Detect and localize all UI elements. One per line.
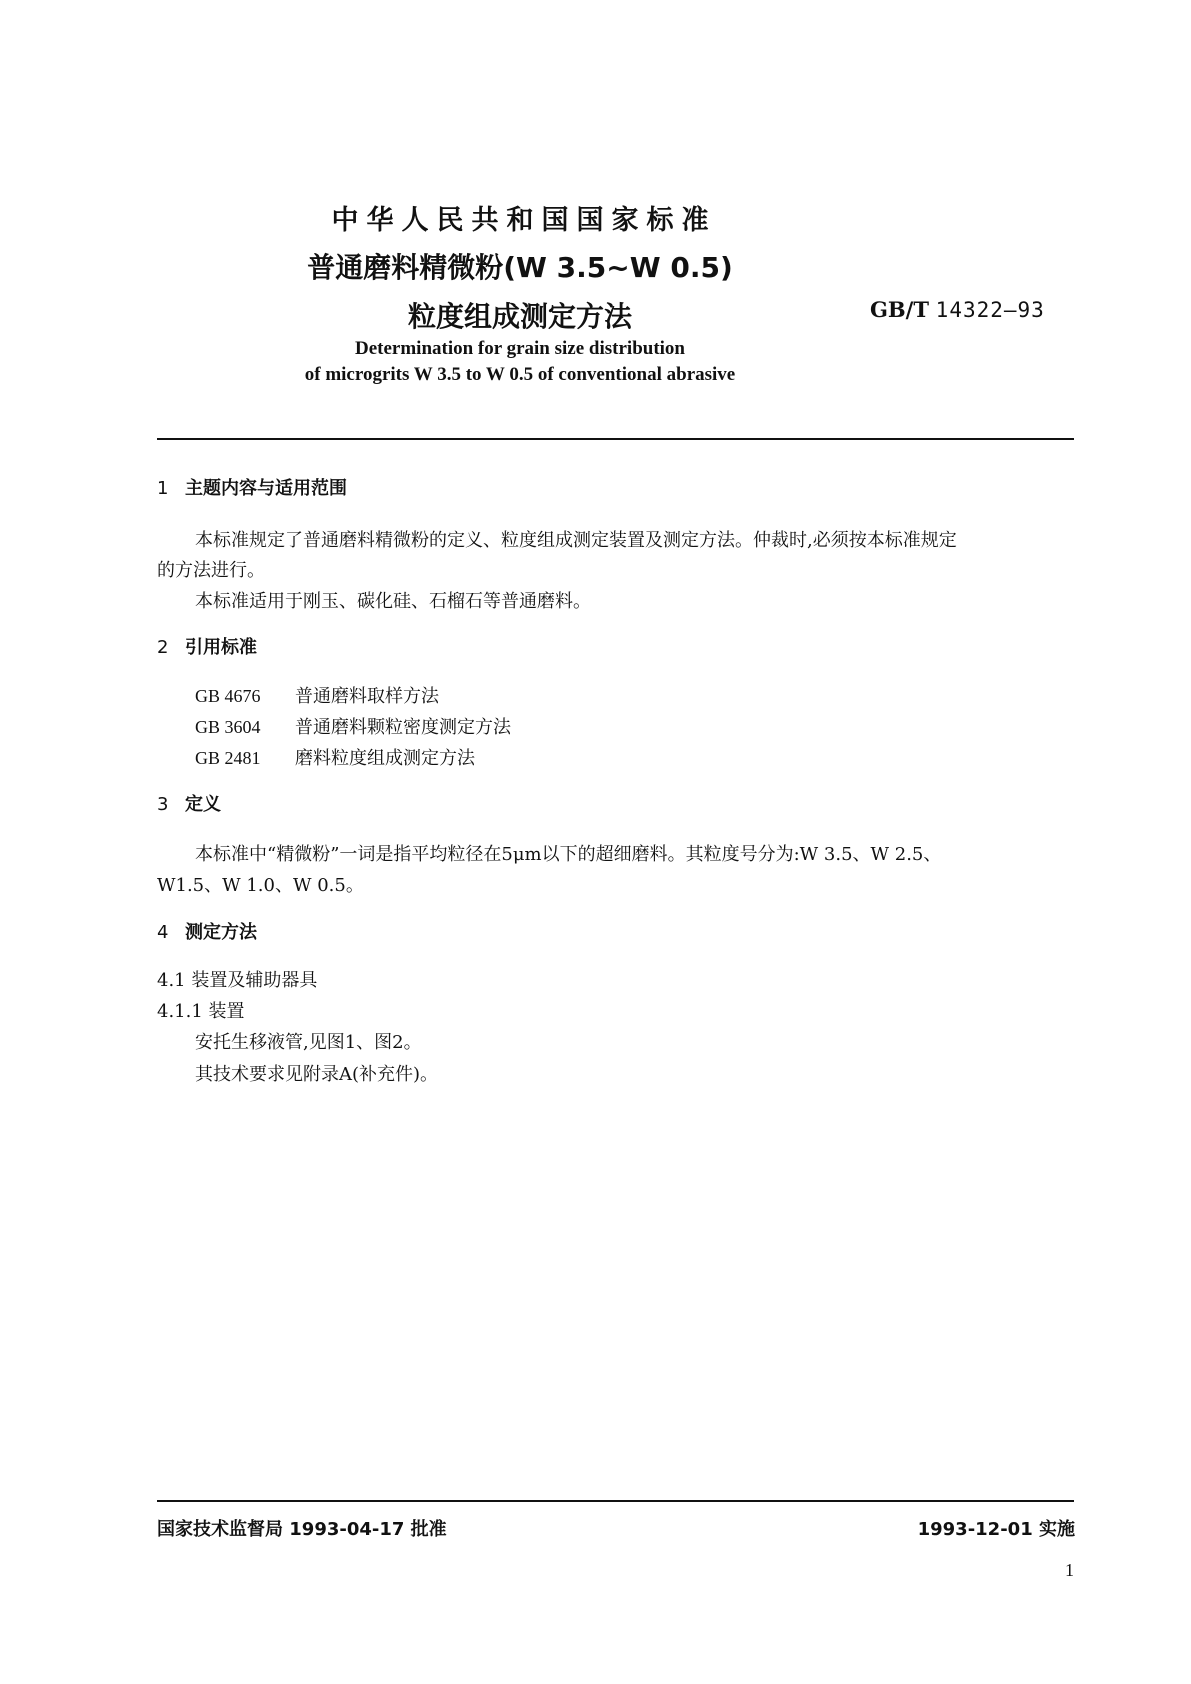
section-title: 引用标准 xyxy=(185,637,257,658)
subsection-4-1: 4.1 装置及辅助器具 xyxy=(157,970,318,991)
reference-row xyxy=(195,713,511,739)
header-divider xyxy=(157,438,1074,440)
section-3-paragraph-line-1: 本标准中“精微粉”一词是指平均粒径在5μm以下的超细磨料。其粒度号分为:W 3.5、W 2.5、 xyxy=(195,844,942,865)
page-number: 1 xyxy=(1065,1560,1074,1580)
section-3-paragraph-line-2: W1.5、W 1.0、W 0.5。 xyxy=(157,875,364,896)
section-1-paragraph-1-line-2: 的方法进行。 xyxy=(157,560,265,581)
section-number: 4 xyxy=(157,922,169,943)
section-4-heading xyxy=(157,918,257,944)
section-number: 3 xyxy=(157,794,169,815)
english-title-line-1: Determination for grain size distribution xyxy=(354,338,685,359)
effective-date: 1993-12-01 实施 xyxy=(917,1519,1075,1540)
national-standard-label: 中华人民共和国国家标准 xyxy=(331,205,717,236)
section-4-line-1: 安托生移液管,见图1、图2。 xyxy=(195,1032,422,1053)
section-1-paragraph-2: 本标准适用于刚玉、碳化硅、石榴石等普通磨料。 xyxy=(195,591,591,612)
reference-code: GB 3604 xyxy=(195,717,261,737)
subsection-4-1-1: 4.1.1 装置 xyxy=(157,1001,245,1022)
reference-code: GB 4676 xyxy=(195,686,261,706)
section-3-heading xyxy=(157,790,221,816)
section-title: 定义 xyxy=(185,794,221,815)
footer-divider xyxy=(157,1500,1074,1502)
reference-code: GB 2481 xyxy=(195,748,261,768)
section-1-heading xyxy=(157,474,347,500)
section-title: 主题内容与适用范围 xyxy=(185,478,347,499)
reference-row xyxy=(195,744,475,770)
section-4-line-2: 其技术要求见附录A(补充件)。 xyxy=(195,1064,439,1085)
reference-title: 磨料粒度组成测定方法 xyxy=(295,748,475,769)
english-title-line-2: of microgrits W 3.5 to W 0.5 of conventional abrasive xyxy=(304,364,736,385)
section-number: 1 xyxy=(157,478,169,499)
standard-prefix: GB/T xyxy=(870,297,929,322)
section-number: 2 xyxy=(157,637,169,658)
reference-title: 普通磨料取样方法 xyxy=(295,686,439,707)
title-line-2: 粒度组成测定方法 xyxy=(407,300,632,333)
section-2-heading xyxy=(157,633,257,659)
reference-row xyxy=(195,682,439,708)
section-1-paragraph-1-line-1: 本标准规定了普通磨料精微粉的定义、粒度组成测定装置及测定方法。仲裁时,必须按本标准规定 xyxy=(195,530,957,551)
standard-number xyxy=(870,297,1045,322)
reference-title: 普通磨料颗粒密度测定方法 xyxy=(295,717,511,738)
section-title: 测定方法 xyxy=(185,922,257,943)
standard-code: 14322—93 xyxy=(935,298,1045,322)
approval-note: 国家技术监督局 1993-04-17 批准 xyxy=(157,1519,447,1540)
title-line-1: 普通磨料精微粉(W 3.5~W 0.5) xyxy=(307,251,733,284)
